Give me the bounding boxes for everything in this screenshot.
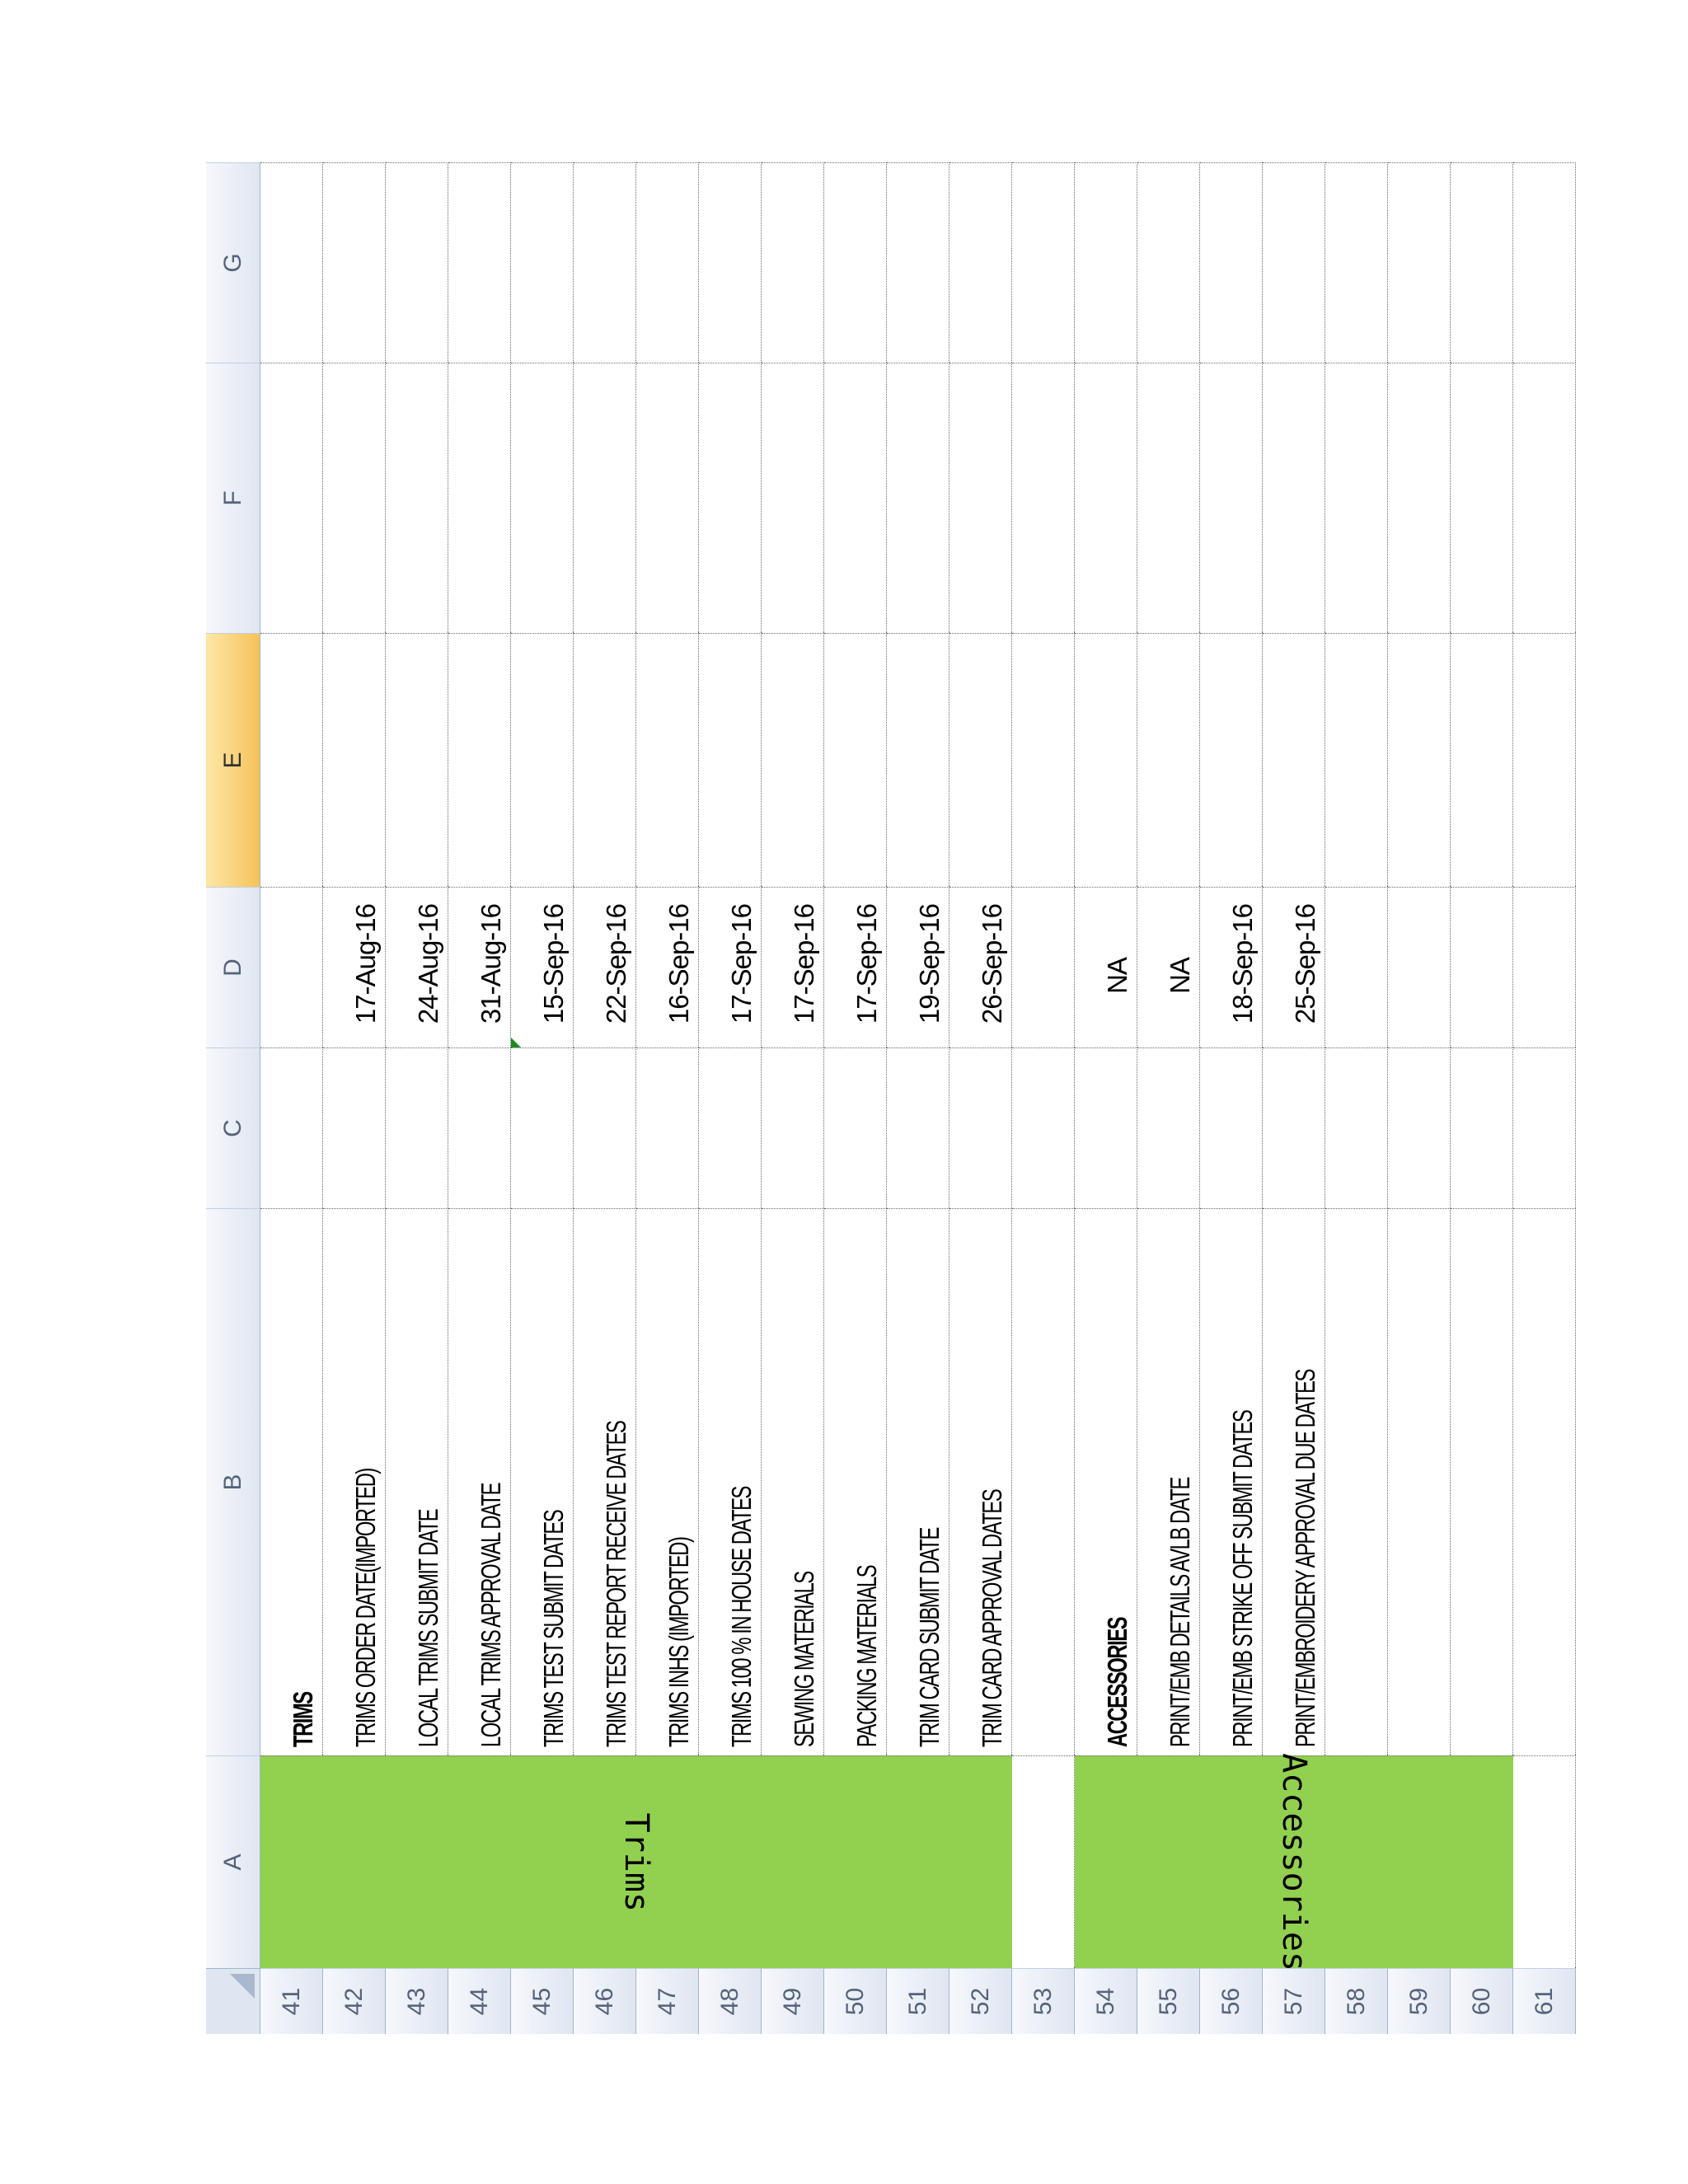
cell-b57[interactable] (1263, 1208, 1325, 1755)
column-header-c[interactable]: C (206, 1047, 260, 1208)
cell-c61[interactable] (1513, 1047, 1576, 1208)
cell-d46[interactable]: 22-Sep-16 (574, 887, 636, 1047)
cell-c41[interactable] (260, 1047, 323, 1208)
merged-cell-accessories[interactable] (1075, 1753, 1513, 1971)
cell-b-text: TRIMS (288, 1692, 318, 1747)
cell-g41[interactable] (260, 162, 323, 363)
cell-g54[interactable] (1075, 162, 1137, 363)
cell-d57[interactable]: 25-Sep-16 (1263, 887, 1325, 1047)
cell-b53[interactable] (1012, 1208, 1075, 1755)
cell-c43[interactable] (386, 1047, 448, 1208)
spreadsheet-grid (206, 253, 1688, 2034)
row-header-57[interactable]: 57 (1263, 1968, 1325, 2034)
cell-d61[interactable] (1513, 887, 1576, 1047)
cell-b45[interactable] (511, 1208, 574, 1755)
cell-b54[interactable] (1075, 1208, 1137, 1755)
cell-g58[interactable] (1325, 162, 1388, 363)
cell-c54[interactable] (1075, 1047, 1137, 1208)
cell-f53[interactable] (1012, 363, 1075, 633)
row-header-44[interactable]: 44 (448, 1968, 511, 2034)
cell-b59[interactable] (1388, 1208, 1451, 1755)
cell-c58[interactable] (1325, 1047, 1388, 1208)
cell-e61[interactable] (1513, 633, 1576, 887)
cell-f46[interactable] (574, 363, 636, 633)
error-indicator-icon (511, 1038, 521, 1047)
cell-g45[interactable] (511, 162, 574, 363)
cell-b43[interactable] (386, 1208, 448, 1755)
cell-e54[interactable] (1075, 633, 1137, 887)
cell-c44[interactable] (448, 1047, 511, 1208)
cell-d42[interactable]: 17-Aug-16 (323, 887, 386, 1047)
cell-e44[interactable] (448, 633, 511, 887)
cell-d49[interactable]: 17-Sep-16 (762, 887, 824, 1047)
cell-e45[interactable] (511, 633, 574, 887)
cell-f59[interactable] (1388, 363, 1451, 633)
cell-g55[interactable] (1137, 162, 1200, 363)
cell-c42[interactable] (323, 1047, 386, 1208)
cell-c56[interactable] (1200, 1047, 1263, 1208)
cell-c47[interactable] (636, 1047, 699, 1208)
cell-f41[interactable] (260, 363, 323, 633)
cell-d41[interactable] (260, 887, 323, 1047)
cell-g60[interactable] (1451, 162, 1513, 363)
cell-b61[interactable] (1513, 1208, 1576, 1755)
cell-g52[interactable] (950, 162, 1012, 363)
cell-b-text: SEWING MATERIALS (789, 1572, 819, 1747)
cell-f49[interactable] (762, 363, 824, 633)
cell-g46[interactable] (574, 162, 636, 363)
cell-g59[interactable] (1388, 162, 1451, 363)
row-header-58[interactable]: 58 (1325, 1968, 1388, 2034)
cell-d52[interactable]: 26-Sep-16 (950, 887, 1012, 1047)
row-header-45[interactable]: 45 (511, 1968, 574, 2034)
cell-b44[interactable] (448, 1208, 511, 1755)
row-header-60[interactable]: 60 (1451, 1968, 1513, 2034)
cell-d55[interactable]: NA (1137, 887, 1200, 1047)
cell-c49[interactable] (762, 1047, 824, 1208)
cell-g50[interactable] (824, 162, 887, 363)
cell-f44[interactable] (448, 363, 511, 633)
row-header-52[interactable]: 52 (950, 1968, 1012, 2034)
cell-b58[interactable] (1325, 1208, 1388, 1755)
column-header-e[interactable]: E (206, 633, 260, 887)
cell-b51[interactable] (887, 1208, 950, 1755)
cell-g48[interactable] (699, 162, 762, 363)
cell-b46[interactable] (574, 1208, 636, 1755)
cell-e55[interactable] (1137, 633, 1200, 887)
cell-f42[interactable] (323, 363, 386, 633)
cell-f60[interactable] (1451, 363, 1513, 633)
row-header-50[interactable]: 50 (824, 1968, 887, 2034)
cell-f50[interactable] (824, 363, 887, 633)
cell-d50[interactable]: 17-Sep-16 (824, 887, 887, 1047)
row-header-56[interactable]: 56 (1200, 1968, 1263, 2034)
column-header-a[interactable]: A (206, 1755, 260, 1968)
cell-b60[interactable] (1451, 1208, 1513, 1755)
cell-b-text: TRIMS INHS (IMPORTED) (663, 1537, 694, 1747)
merged-cell-label: Trims (617, 1812, 655, 1912)
cell-d56[interactable]: 18-Sep-16 (1200, 887, 1263, 1047)
select-all-corner[interactable] (206, 1968, 260, 2034)
merged-cell-label: Accessories (1275, 1753, 1313, 1971)
cell-g57[interactable] (1263, 162, 1325, 363)
cell-d59[interactable] (1388, 887, 1451, 1047)
cell-f54[interactable] (1075, 363, 1137, 633)
row-header-51[interactable]: 51 (887, 1968, 950, 2034)
column-header-b[interactable]: B (206, 1208, 260, 1755)
row-header-48[interactable]: 48 (699, 1968, 762, 2034)
cell-e59[interactable] (1388, 633, 1451, 887)
cell-g43[interactable] (386, 162, 448, 363)
cell-b49[interactable] (762, 1208, 824, 1755)
cell-c45[interactable] (511, 1047, 574, 1208)
cell-e56[interactable] (1200, 633, 1263, 887)
cell-c46[interactable] (574, 1047, 636, 1208)
row-header-54[interactable]: 54 (1075, 1968, 1137, 2034)
cell-e47[interactable] (636, 633, 699, 887)
cell-c52[interactable] (950, 1047, 1012, 1208)
cell-f58[interactable] (1325, 363, 1388, 633)
row-header-55[interactable]: 55 (1137, 1968, 1200, 2034)
cell-f52[interactable] (950, 363, 1012, 633)
row-header-53[interactable]: 53 (1012, 1968, 1075, 2034)
column-header-g[interactable]: G (206, 162, 260, 363)
merged-cell-trims[interactable] (260, 1755, 1012, 1968)
cell-e41[interactable] (260, 633, 323, 887)
cell-b55[interactable] (1137, 1208, 1200, 1755)
row-header-49[interactable]: 49 (762, 1968, 824, 2034)
row-header-41[interactable]: 41 (260, 1968, 323, 2034)
cell-b47[interactable] (636, 1208, 699, 1755)
cell-g51[interactable] (887, 162, 950, 363)
cell-f51[interactable] (887, 363, 950, 633)
cell-f61[interactable] (1513, 363, 1576, 633)
cell-f45[interactable] (511, 363, 574, 633)
cell-e52[interactable] (950, 633, 1012, 887)
cell-e60[interactable] (1451, 633, 1513, 887)
cell-b41[interactable] (260, 1208, 323, 1755)
cell-b-text: TRIMS TEST REPORT RECEIVE DATES (601, 1421, 631, 1747)
cell-b-text: PACKING MATERIALS (851, 1565, 882, 1747)
cell-c51[interactable] (887, 1047, 950, 1208)
cell-a53[interactable] (1012, 1755, 1075, 1968)
cell-a61[interactable] (1513, 1755, 1576, 1968)
cell-c60[interactable] (1451, 1047, 1513, 1208)
cell-d60[interactable] (1451, 887, 1513, 1047)
cell-f55[interactable] (1137, 363, 1200, 633)
cell-d48[interactable]: 17-Sep-16 (699, 887, 762, 1047)
cell-f43[interactable] (386, 363, 448, 633)
cell-b48[interactable] (699, 1208, 762, 1755)
cell-b-text: LOCAL TRIMS APPROVAL DATE (476, 1483, 506, 1747)
cell-f57[interactable] (1263, 363, 1325, 633)
cell-d43[interactable]: 24-Aug-16 (386, 887, 448, 1047)
cell-e42[interactable] (323, 633, 386, 887)
cell-b-text: ACCESSORIES (1102, 1617, 1132, 1747)
cell-b-text: LOCAL TRIMS SUBMIT DATE (413, 1509, 443, 1747)
cell-d54[interactable]: NA (1075, 887, 1137, 1047)
cell-e49[interactable] (762, 633, 824, 887)
cell-d47[interactable]: 16-Sep-16 (636, 887, 699, 1047)
cell-c48[interactable] (699, 1047, 762, 1208)
cell-c53[interactable] (1012, 1047, 1075, 1208)
cell-c50[interactable] (824, 1047, 887, 1208)
cell-g44[interactable] (448, 162, 511, 363)
cell-e57[interactable] (1263, 633, 1325, 887)
cell-d51[interactable]: 19-Sep-16 (887, 887, 950, 1047)
row-header-46[interactable]: 46 (574, 1968, 636, 2034)
cell-e50[interactable] (824, 633, 887, 887)
cell-d45[interactable]: 15-Sep-16 (511, 887, 574, 1047)
cell-b-text: TRIM CARD SUBMIT DATE (914, 1528, 945, 1747)
cell-c57[interactable] (1263, 1047, 1325, 1208)
cell-g56[interactable] (1200, 162, 1263, 363)
row-header-47[interactable]: 47 (636, 1968, 699, 2034)
cell-d58[interactable] (1325, 887, 1388, 1047)
cell-e51[interactable] (887, 633, 950, 887)
cell-b-text: PRINT/EMB DETAILS AVLB DATE (1165, 1478, 1195, 1747)
column-header-f[interactable]: F (206, 363, 260, 633)
cell-g53[interactable] (1012, 162, 1075, 363)
cell-g61[interactable] (1513, 162, 1576, 363)
cell-f56[interactable] (1200, 363, 1263, 633)
cell-d44[interactable]: 31-Aug-16 (448, 887, 511, 1047)
cell-b-text: PRINT/EMBROIDERY APPROVAL DUE DATES (1290, 1370, 1320, 1747)
cell-f47[interactable] (636, 363, 699, 633)
cell-b56[interactable] (1200, 1208, 1263, 1755)
cell-b50[interactable] (824, 1208, 887, 1755)
cell-b-text: TRIM CARD APPROVAL DATES (977, 1489, 1007, 1747)
cell-b52[interactable] (950, 1208, 1012, 1755)
cell-f48[interactable] (699, 363, 762, 633)
cell-g47[interactable] (636, 162, 699, 363)
cell-e43[interactable] (386, 633, 448, 887)
row-header-59[interactable]: 59 (1388, 1968, 1451, 2034)
cell-d53[interactable] (1012, 887, 1075, 1047)
row-header-42[interactable]: 42 (323, 1968, 386, 2034)
cell-b42[interactable] (323, 1208, 386, 1755)
cell-g49[interactable] (762, 162, 824, 363)
cell-e58[interactable] (1325, 633, 1388, 887)
row-header-43[interactable]: 43 (386, 1968, 448, 2034)
cell-b-text: PRINT/EMB STRIKE OFF SUBMIT DATES (1227, 1410, 1258, 1747)
cell-c55[interactable] (1137, 1047, 1200, 1208)
cell-e46[interactable] (574, 633, 636, 887)
row-header-61[interactable]: 61 (1513, 1968, 1576, 2034)
cell-b-text: TRIMS TEST SUBMIT DATES (538, 1510, 569, 1747)
cell-e53[interactable] (1012, 633, 1075, 887)
cell-b-text: TRIMS 100 % IN HOUSE DATES (726, 1487, 757, 1747)
cell-c59[interactable] (1388, 1047, 1451, 1208)
cell-e48[interactable] (699, 633, 762, 887)
column-header-d[interactable]: D (206, 887, 260, 1047)
cell-g42[interactable] (323, 162, 386, 363)
cell-b-text: TRIMS ORDER DATE(IMPORTED) (350, 1469, 381, 1747)
